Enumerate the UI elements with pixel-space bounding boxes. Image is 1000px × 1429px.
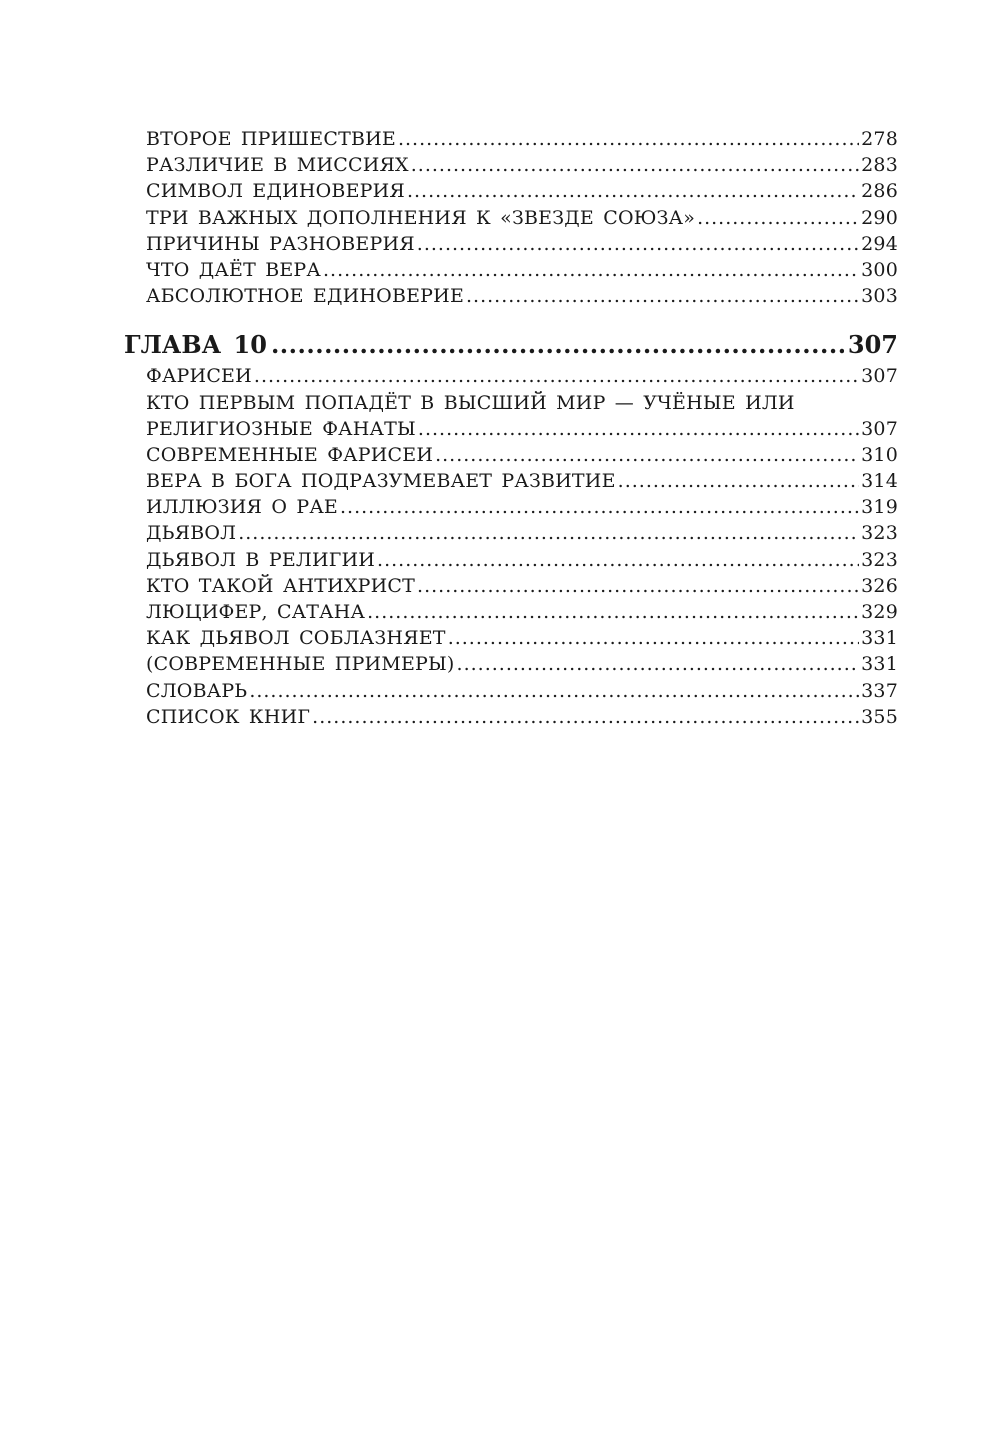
toc-entry-page: 307 bbox=[861, 417, 898, 440]
table-of-contents bbox=[124, 126, 898, 730]
toc-entry-wrapped-line bbox=[124, 390, 898, 416]
chapter-heading bbox=[124, 330, 898, 360]
toc-entry-title: СПИСОК КНИГ bbox=[146, 705, 311, 728]
toc-entry bbox=[124, 283, 898, 309]
toc-entry-title: ФАРИСЕИ bbox=[146, 365, 252, 388]
toc-entry-title: (СОВРЕМЕННЫЕ ПРИМЕРЫ) bbox=[146, 653, 455, 676]
dot-leader bbox=[448, 625, 859, 651]
toc-entry-page: 314 bbox=[861, 470, 898, 493]
toc-entry-title: ПРИЧИНЫ РАЗНОВЕРИЯ bbox=[146, 232, 415, 255]
toc-entry-page: 294 bbox=[861, 232, 898, 255]
toc-entry-page: 326 bbox=[861, 574, 898, 597]
toc-entry bbox=[124, 678, 898, 704]
toc-entry-page: 337 bbox=[861, 679, 898, 702]
toc-entry-title: ДЬЯВОЛ В РЕЛИГИИ bbox=[146, 548, 376, 571]
dot-leader bbox=[367, 599, 859, 625]
dot-leader bbox=[435, 442, 859, 468]
toc-entry-title: СЛОВАРЬ bbox=[146, 679, 248, 702]
toc-entry-title: ВЕРА В БОГА ПОДРАЗУМЕВАЕТ РАЗВИТИЕ bbox=[146, 470, 616, 493]
toc-entry-page: 290 bbox=[861, 206, 898, 229]
toc-entry bbox=[124, 520, 898, 546]
toc-entry bbox=[124, 126, 898, 152]
toc-entry bbox=[124, 704, 898, 730]
toc-entry-page: 323 bbox=[861, 522, 898, 545]
toc-entry-title: СИМВОЛ ЕДИНОВЕРИЯ bbox=[146, 180, 405, 203]
toc-entry-page: 307 bbox=[861, 365, 898, 388]
toc-entry bbox=[124, 257, 898, 283]
toc-entry bbox=[124, 205, 898, 231]
dot-leader bbox=[249, 678, 859, 704]
toc-entry-page: 323 bbox=[861, 548, 898, 571]
toc-entry bbox=[124, 468, 898, 494]
toc-entry-page: 331 bbox=[861, 627, 898, 650]
toc-entry bbox=[124, 651, 898, 677]
dot-leader bbox=[457, 651, 860, 677]
toc-entry-title: ТРИ ВАЖНЫХ ДОПОЛНЕНИЯ К «ЗВЕЗДЕ СОЮЗА» bbox=[146, 206, 696, 229]
toc-entry-title: СОВРЕМЕННЫЕ ФАРИСЕИ bbox=[146, 443, 434, 466]
toc-entry-title: ВТОРОЕ ПРИШЕСТВИЕ bbox=[146, 128, 396, 150]
dot-leader bbox=[417, 231, 859, 257]
toc-entry-title: ДЬЯВОЛ bbox=[146, 522, 237, 545]
toc-entry-title: ИЛЛЮЗИЯ О РАЕ bbox=[146, 496, 339, 519]
toc-entry bbox=[124, 178, 898, 204]
toc-entry bbox=[124, 363, 898, 389]
toc-entry bbox=[124, 416, 898, 442]
toc-entry bbox=[124, 494, 898, 520]
dot-leader bbox=[377, 547, 859, 573]
toc-entry-title: РЕЛИГИОЗНЫЕ ФАНАТЫ bbox=[146, 417, 416, 440]
dot-leader bbox=[238, 520, 859, 546]
toc-entry-title: КАК ДЬЯВОЛ СОБЛАЗНЯЕТ bbox=[146, 627, 446, 650]
toc-entry-title: РАЗЛИЧИЕ В МИССИЯХ bbox=[146, 154, 409, 177]
dot-leader bbox=[418, 416, 859, 442]
toc-entry-page: 286 bbox=[861, 180, 898, 203]
toc-entry-page: 329 bbox=[861, 601, 898, 623]
dot-leader bbox=[312, 704, 859, 730]
dot-leader bbox=[271, 330, 844, 360]
dot-leader bbox=[407, 178, 859, 204]
toc-entry bbox=[124, 231, 898, 257]
dot-leader bbox=[697, 205, 859, 231]
dot-leader bbox=[398, 126, 859, 152]
dot-leader bbox=[323, 257, 859, 283]
toc-entry-page: 278 bbox=[861, 128, 898, 150]
dot-leader bbox=[340, 494, 859, 520]
toc-entry-page: 300 bbox=[861, 258, 898, 281]
toc-entry-page: 355 bbox=[861, 705, 898, 728]
toc-entry bbox=[124, 152, 898, 178]
dot-leader bbox=[466, 283, 859, 309]
toc-entry-page: 319 bbox=[861, 496, 898, 519]
dot-leader bbox=[417, 573, 859, 599]
toc-entry bbox=[124, 547, 898, 573]
chapter-page: 307 bbox=[847, 330, 898, 360]
dot-leader bbox=[618, 468, 859, 494]
toc-entry-title: ЧТО ДАЁТ ВЕРА bbox=[146, 258, 321, 281]
chapter-title: ГЛАВА 10 bbox=[124, 330, 267, 360]
toc-entry bbox=[124, 599, 898, 625]
toc-entry-title: КТО ТАКОЙ АНТИХРИСТ bbox=[146, 574, 416, 597]
toc-entry-title: АБСОЛЮТНОЕ ЕДИНОВЕРИЕ bbox=[146, 285, 465, 308]
toc-entry-title: ЛЮЦИФЕР, САТАНА bbox=[146, 601, 366, 623]
toc-entry-title: КТО ПЕРВЫМ ПОПАДЁТ В ВЫСШИЙ МИР — УЧЁНЫЕ ИЛИ bbox=[146, 391, 795, 414]
toc-entry-page: 283 bbox=[861, 154, 898, 177]
toc-entry bbox=[124, 442, 898, 468]
toc-entry-page: 310 bbox=[861, 443, 898, 466]
toc-entry bbox=[124, 625, 898, 651]
toc-entry bbox=[124, 573, 898, 599]
dot-leader bbox=[254, 363, 859, 389]
toc-entry-page: 331 bbox=[861, 653, 898, 676]
dot-leader bbox=[411, 152, 859, 178]
toc-entry-page: 303 bbox=[861, 285, 898, 308]
